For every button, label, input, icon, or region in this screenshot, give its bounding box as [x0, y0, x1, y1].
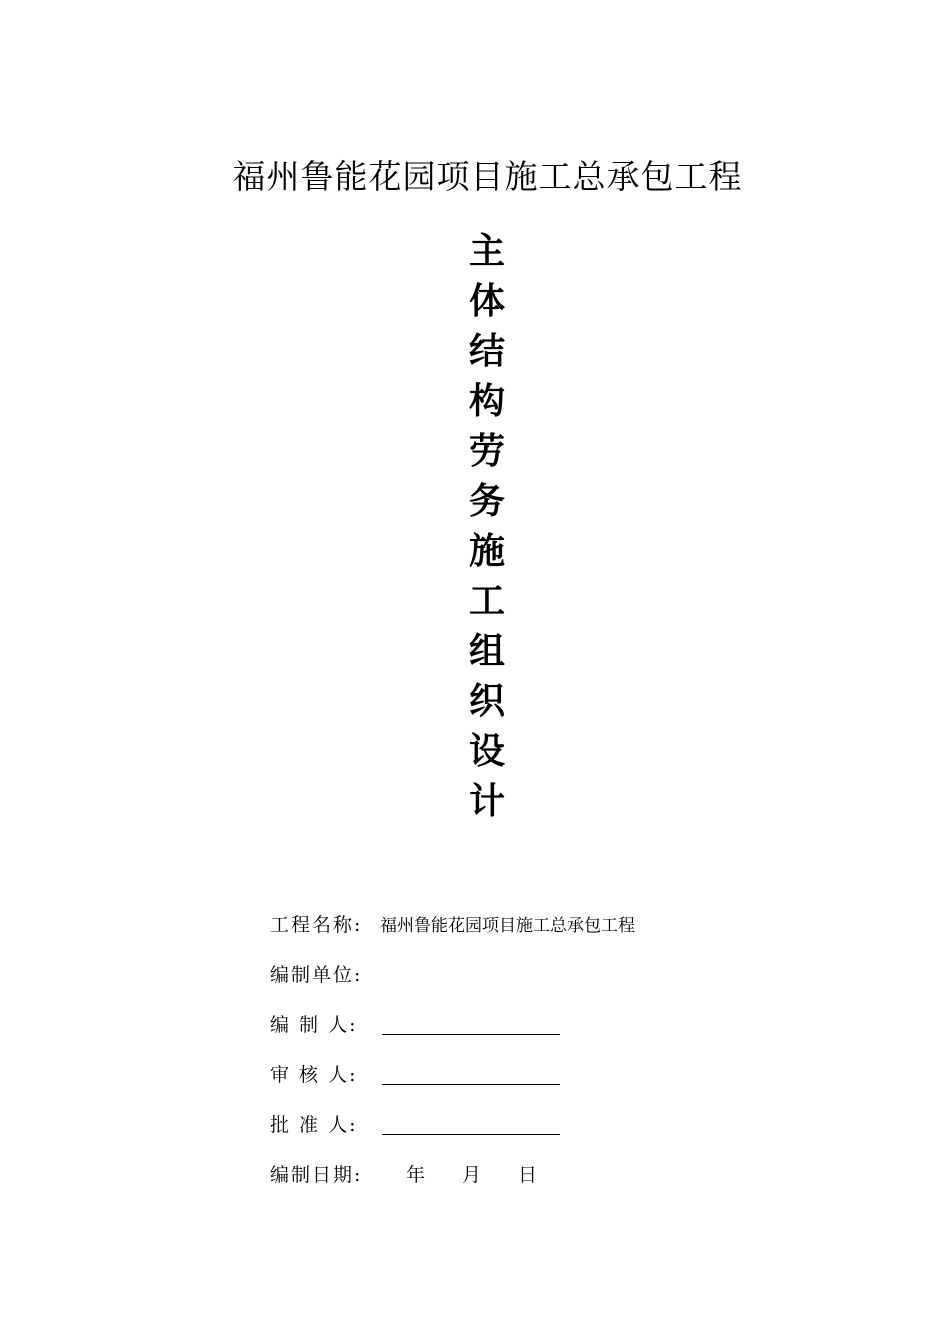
approver-label: 批 准 人:: [270, 1113, 358, 1136]
title-char: 施: [468, 531, 505, 572]
title-char: 务: [468, 481, 505, 522]
title-char: 组: [468, 631, 505, 672]
title-char: 构: [468, 381, 505, 422]
title-char: 主: [468, 231, 505, 272]
title-char: 工: [468, 581, 505, 622]
title-char: 设: [468, 731, 505, 772]
title-char: 结: [468, 331, 505, 372]
title-char: 织: [468, 681, 505, 722]
date-year: 年: [406, 1163, 426, 1186]
date-month: 月: [462, 1163, 482, 1186]
approver-row: [270, 1098, 790, 1148]
reviewer-row: [270, 1048, 790, 1098]
author-blank-line: [382, 1012, 560, 1035]
reviewer-label: 审 核 人:: [270, 1063, 358, 1086]
date-row: [270, 1148, 790, 1198]
project-title: 福州鲁能花园项目施工总承包工程: [232, 157, 743, 196]
title-char: 体: [468, 281, 505, 322]
approver-blank-line: [382, 1112, 560, 1135]
unit-label: 编制单位:: [270, 963, 363, 986]
unit-row: [270, 948, 790, 998]
cover-info: [270, 898, 790, 1198]
project-name-value: 福州鲁能花园项目施工总承包工程: [380, 915, 635, 936]
author-label: 编 制 人:: [270, 1013, 358, 1036]
date-label: 编制日期:: [270, 1163, 363, 1186]
title-char: 劳: [468, 431, 505, 472]
project-name-row: [270, 898, 790, 948]
author-row: [270, 998, 790, 1048]
title-char: 计: [468, 781, 505, 822]
project-name-label: 工程名称:: [270, 913, 363, 936]
date-day: 日: [518, 1163, 538, 1186]
reviewer-blank-line: [382, 1062, 560, 1085]
date-parts: [380, 1160, 574, 1187]
document-title: [462, 227, 512, 827]
